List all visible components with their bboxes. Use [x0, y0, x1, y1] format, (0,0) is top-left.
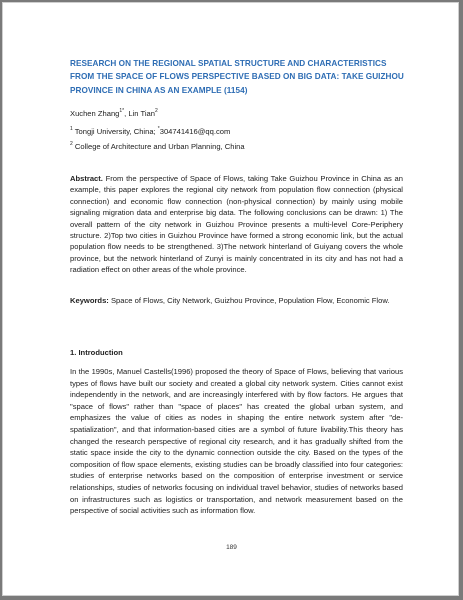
- author-superscript: 1*: [119, 108, 125, 114]
- affiliation-text: College of Architecture and Urban Planning, China: [74, 142, 245, 151]
- author-line: [70, 109, 158, 118]
- keywords-text: Space of Flows, City Network, Guizhou Province, Population Flow, Economic Flow.: [110, 296, 390, 305]
- document-page: [2, 2, 459, 596]
- page-number: 189: [226, 544, 237, 551]
- author-separator: ,: [124, 109, 129, 118]
- affiliation-2: [70, 142, 245, 151]
- affiliation-number: 2: [70, 141, 73, 147]
- author-superscript: 2: [154, 108, 158, 114]
- email-address: 304741416@qq.com: [159, 127, 231, 136]
- abstract-label: Abstract.: [70, 174, 103, 183]
- affiliation-number: 1: [70, 126, 73, 132]
- abstract: [70, 173, 403, 276]
- keywords-label: Keywords:: [70, 296, 109, 305]
- intro-paragraph: In the 1990s, Manuel Castells(1996) proposed the theory of Space of Flows, believing that various types of flows have built our society and created a global city network system. Cities cannot exist independently in the network, and are increasingly interfered with by flow factors. He argues that "space of flows" rather than "space of places" has created the global urban system, and emphasizes the value of cities as nodes in shaping the entire network system after "de-spatialization", and that information-based cities are a symbol of future livability.This theory has changed the research perspective of regional city research, and it has gradually shifted from the static space inside the city to the dynamic connection outside the city. Based on the types of the composition of flow space elements, existing studies can be broadly classified into four categories: studies of enterprise networks based on the composition of enterprise investment or service relationships, studies of networks focusing on individual travel behavior, studies of networks based on infrastructures such as logistics or transportation, and network measurement based on the perspective of social activities such as information flow.: [70, 367, 403, 516]
- abstract-text: From the perspective of Space of Flows, taking Take Guizhou Province in China as an example, this paper explores the regional city network from population flow connection (physical connection) and economic flow connection (non-physical connection) by mainly using mobile signaling migration data and enterprise big data. The following conclusions can be drawn: 1) The overall pattern of the city network in Guizhou Province presents a multi-level Core-Periphery structure. 2)Top two cities in Guizhou Province have formed a strong economic link, but the actual population flow needs to be strengthened. 3)The network hinterland of Guiyang covers the whole province, but the network hinterland of Zunyi is mainly concentrated in its city and has not had a radiation effect on other areas of the whole province.: [70, 174, 403, 275]
- author-name: Lin Tian: [128, 109, 155, 118]
- affiliation-text: Tongji University, China;: [74, 127, 158, 136]
- paper-title: RESEARCH ON THE REGIONAL SPATIAL STRUCTURE AND CHARACTERISTICS FROM THE SPACE OF FLOWS PERSPECTIVE BASED ON BIG DATA: TAKE GUIZHOU PROVINCE IN CHINA AS AN EXAMPLE (1154): [70, 59, 404, 95]
- author-name: Xuchen Zhang: [70, 109, 120, 118]
- keywords: [70, 295, 403, 306]
- email-superscript: *: [157, 126, 160, 132]
- affiliation-1: [70, 127, 230, 136]
- section-heading: 1. Introduction: [70, 348, 123, 357]
